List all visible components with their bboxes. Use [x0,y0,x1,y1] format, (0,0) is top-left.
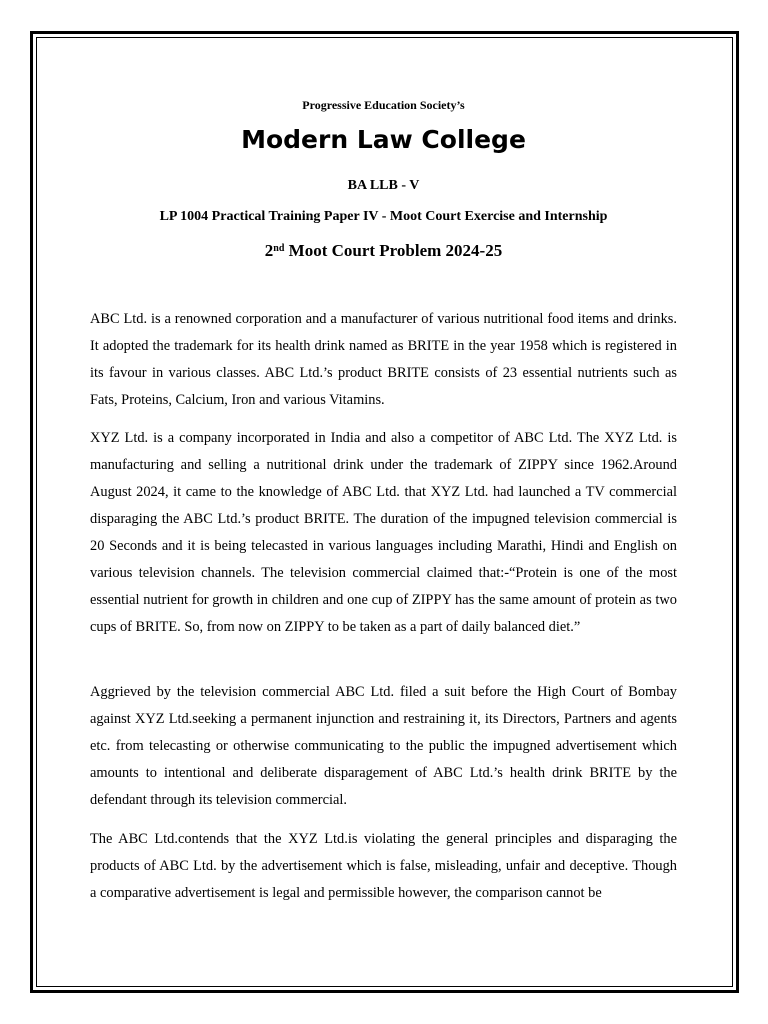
problem-title-text: Moot Court Problem 2024-25 [284,241,503,260]
society-name: Progressive Education Society’s [302,98,465,112]
problem-title [90,239,677,263]
course-name: BA LLB - V [347,178,420,193]
paragraph-2: XYZ Ltd. is a company incorporated in India and also a competitor of ABC Ltd. The XYZ Ltd. is manufacturing and selling a nutritional drink under the trademark of ZIPPY since 1962.Around August 2024, it came to the knowledge of ABC Ltd. that XYZ Ltd. had launched a TV commercial disparaging the ABC Ltd.’s product BRITE. The duration of the impugned television commercial is 20 Seconds and it is being telecasted in various languages including Marathi, Hindi and English on various television channels. The television commercial claimed that:-“Protein is one of the most essential nutrient for growth in children and one cup of ZIPPY has the same amount of protein as two cups of BRITE. So, from now on ZIPPY to be taken as a part of daily balanced diet.” [90,430,677,635]
paragraph-3: Aggrieved by the television commercial ABC Ltd. filed a suit before the High Court of Bombay against XYZ Ltd.seeking a permanent injunction and restraining it, its Directors, Partners and agents etc. from telecasting or otherwise communicating to the public the impugned advertisement which amounts to intentional and deliberate disparagement of ABC Ltd.’s health drink BRITE by the defendant through its television commercial. [90,684,677,808]
problem-ordinal: 2 [264,241,274,260]
paragraph-1: ABC Ltd. is a renowned corporation and a manufacturer of various nutritional food items and drinks. It adopted the trademark for its health drink named as BRITE in the year 1958 which is registered in its favour in various classes. ABC Ltd.’s product BRITE consists of 23 essential nutrients such as Fats, Proteins, Calcium, Iron and various Vitamins. [90,311,677,408]
college-name: Modern Law College [241,125,526,154]
paper-title: LP 1004 Practical Training Paper IV - Moot Court Exercise and Internship [159,209,608,224]
problem-ordinal-suffix: nd [273,243,285,254]
paragraph-4: The ABC Ltd.contends that the XYZ Ltd.is violating the general principles and disparaging the products of ABC Ltd. by the advertisement which is false, misleading, unfair and deceptive. Though a comparative advertisement is legal and permissible however, the comparison cannot be [90,831,677,901]
